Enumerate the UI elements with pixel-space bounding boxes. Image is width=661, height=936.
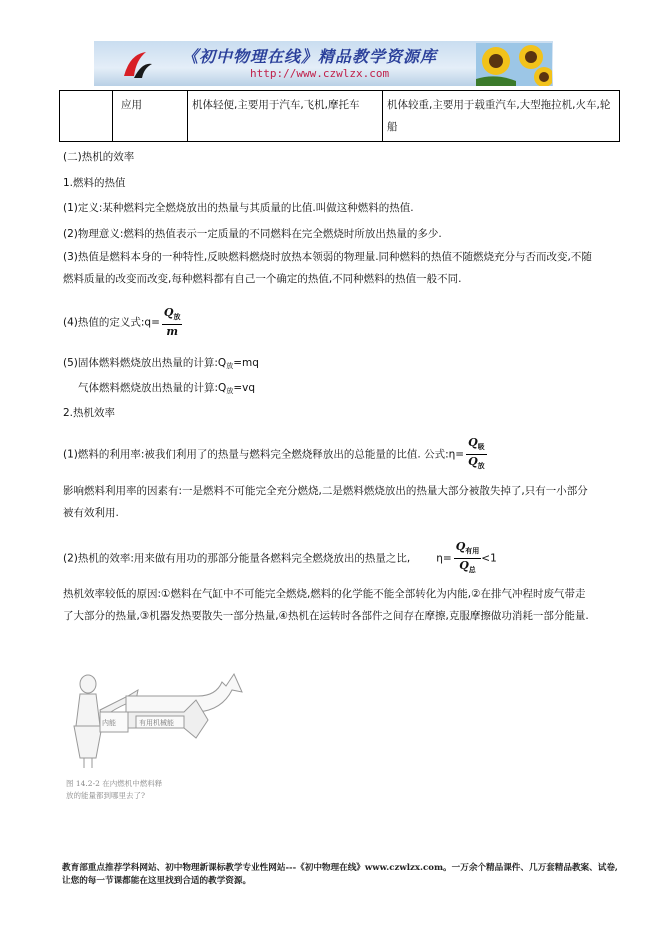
factors-paragraph: 影响燃料利用率的因素有:一是燃料不可能完全充分燃烧,二是燃料燃烧放出的热量大部分被散失掉了,只有一小部分被有效利用. [63,485,588,519]
figure-caption-line1: 图 14.2-2 在内燃机中燃料释 [66,779,163,788]
sunflower-image [476,43,552,86]
formula-text: =mq [233,357,259,369]
solid-fuel-formula [63,356,259,373]
formula-text: =vq [233,382,255,394]
figure-label-inner: 内能 [102,719,116,727]
site-logo-icon [120,48,154,82]
subsection-title: 1.燃料的热值 [63,177,126,189]
section-title: (二)热机的效率 [63,151,135,163]
formula-subscript: 放 [226,387,234,395]
fraction-numerator: Q [163,306,174,319]
formula-text: <1 [481,552,497,565]
meaning-paragraph: (2)物理意义:燃料的热值表示一定质量的不同燃料在完全燃烧时所放出热量的多少. [63,228,442,240]
formula-label: (4)热值的定义式:q= [63,316,160,329]
fraction-numerator-sub: 放 [173,312,181,322]
fraction-denominator-sub: 放 [477,461,485,471]
formula-eta: η= [436,552,452,565]
fraction-denominator-sub: 总 [468,565,476,575]
fraction-numerator: Q [468,436,478,449]
definition-paragraph: (1)定义:某种燃料完全燃烧放出的热量与其质量的比值.叫做这种燃料的热值. [63,202,414,214]
fraction-numerator-sub: 吸 [477,442,485,452]
fraction-denominator: m [166,325,178,339]
energy-flow-figure [66,670,256,800]
figure-label-useful: 有用机械能 [139,719,174,727]
table-row-label: 应用 [113,91,188,142]
table-cell-gasoline: 机体轻便,主要用于汽车,飞机,摩托车 [188,91,383,142]
banner-url[interactable]: http://www.czwlzx.com [250,67,390,80]
efficiency-formula [63,540,497,577]
fraction-denominator: Q [459,559,469,573]
table-cell-empty [60,91,113,142]
formula-definition [63,306,182,339]
fraction-numerator-sub: 有用 [465,546,480,556]
formula-text: (5)固体燃料燃烧放出热量的计算:Q [63,357,227,369]
heat-value-fraction [162,306,183,339]
table-row [60,91,620,142]
fraction-numerator: Q [455,540,466,553]
formula-text: (2)热机的效率:用来做有用功的那部分能量各燃料完全燃烧放出的热量之比, [63,552,411,565]
table-cell-diesel: 机体较重,主要用于载重汽车,大型拖拉机,火车,轮船 [383,91,620,142]
formula-text: 气体燃料燃烧放出热量的计算:Q [78,382,227,394]
utilization-fraction [466,436,487,473]
formula-subscript: 放 [226,362,234,370]
low-efficiency-paragraph: 热机效率较低的原因:①燃料在气缸中不可能完全燃烧,燃料的化学能不能全部转化为内能,②在排气冲程时废气带走了大部分的热量,③机器发热要散失一部分热量,④热机在运转时各部件之间存在摩擦,克服摩擦做功消耗一部分能量. [63,588,589,622]
engine-comparison-table [59,90,620,142]
formula-text: (1)燃料的利用率:被我们利用了的热量与燃料完全燃烧释放出的总能量的比值. 公式:η= [63,448,465,461]
fraction-denominator: Q [468,455,478,469]
efficiency-fraction [454,540,482,577]
gas-fuel-formula [78,381,255,398]
property-paragraph: (3)热值是燃料本身的一种特性,反映燃料燃烧时放热本领弱的物理量.同种燃料的热值不随燃烧充分与否而改变,不随燃料质量的改变而改变,每种燃料都有自己一个确定的热值,不同种燃料的热值一般不同. [63,251,592,285]
subsection-title: 2.热机效率 [63,407,116,419]
figure-caption-line2: 放的能量都到哪里去了? [66,791,146,800]
header-banner [94,41,553,86]
page-footer: 教育部重点推荐学科网站、初中物理新课标教学专业性网站---《初中物理在线》www.czwlzx.com。一万余个精品课件、几万套精品教案、试卷,让您的每一节课都能在这里找到合适的教学资源。 [62,863,618,886]
banner-title: 《初中物理在线》精品教学资源库 [182,47,438,66]
utilization-formula [63,436,487,473]
